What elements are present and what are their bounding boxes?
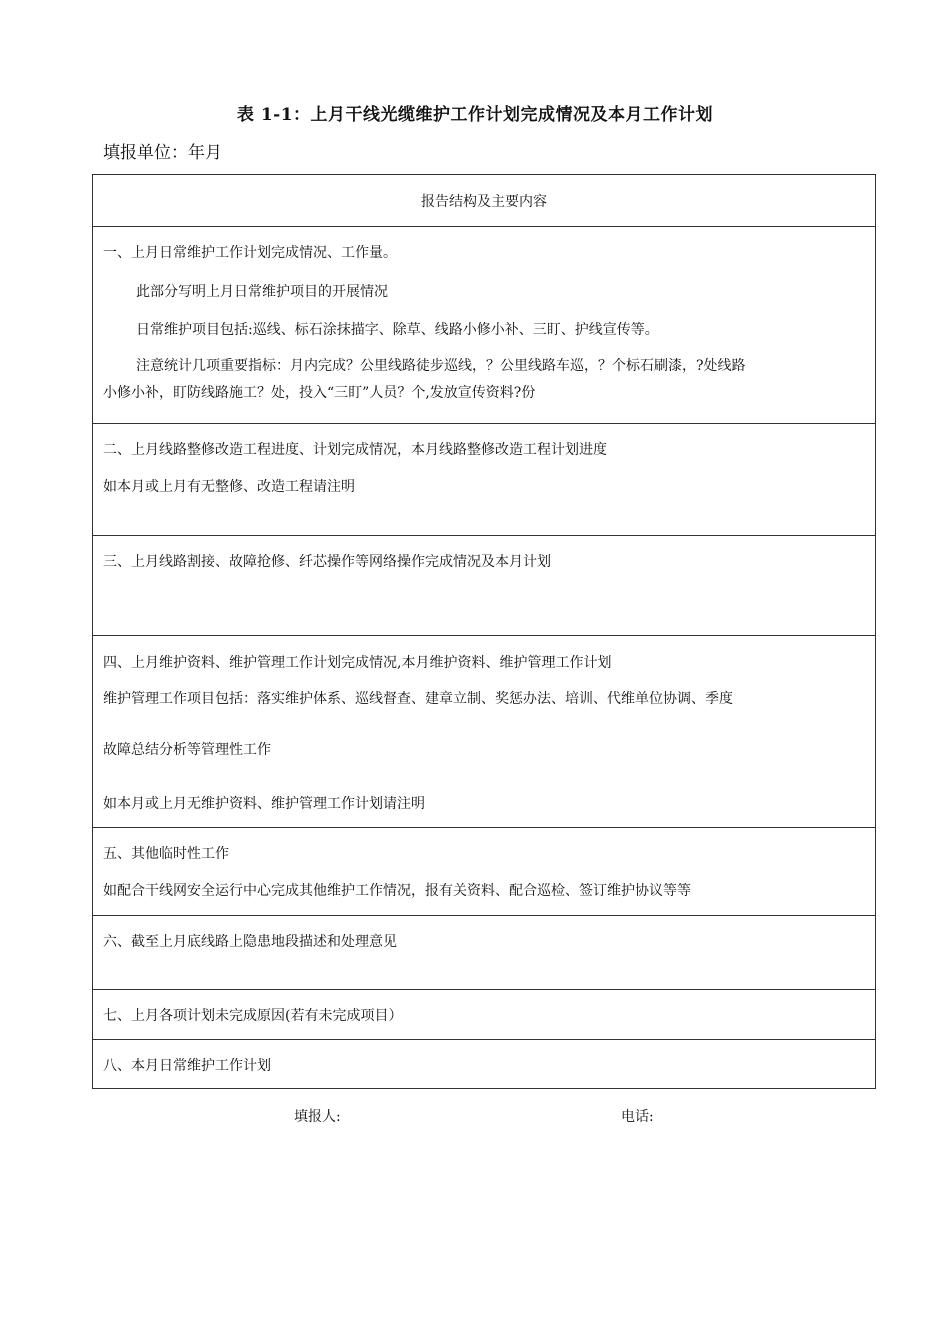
section-8	[93, 1039, 875, 1088]
section-1	[93, 226, 875, 423]
section-5	[93, 827, 875, 915]
section-4-line-2: 故障总结分析等管理性工作	[103, 742, 271, 758]
section-2-heading: 二、上月线路整修改造工程进度、计划完成情况，本月线路整修改造工程计划进度	[103, 442, 607, 458]
section-4-heading: 四、上月维护资料、维护管理工作计划完成情况,本月维护资料、维护管理工作计划	[103, 655, 612, 671]
reporter-label: 填报人:	[294, 1109, 341, 1125]
section-1-heading: 一、上月日常维护工作计划完成情况、工作量。	[103, 245, 397, 261]
section-5-line-1: 如配合干线网安全运行中心完成其他维护工作情况，报有关资料、配合巡检、签订维护协议等等	[103, 883, 691, 899]
table-header	[93, 175, 875, 226]
section-6-heading: 六、截至上月底线路上隐患地段描述和处理意见	[103, 934, 397, 950]
section-4	[93, 635, 875, 827]
section-3-heading: 三、上月线路割接、故障抢修、纤芯操作等网络操作完成情况及本月计划	[103, 554, 551, 570]
section-1-line-2: 日常维护项目包括:巡线、标石涂抹描字、除草、线路小修小补、三盯、护线宣传等。	[136, 322, 659, 338]
section-6	[93, 915, 875, 989]
section-5-heading: 五、其他临时性工作	[103, 846, 229, 862]
section-4-line-3: 如本月或上月无维护资料、维护管理工作计划请注明	[103, 796, 425, 812]
report-table	[92, 174, 876, 1089]
table-header-label: 报告结构及主要内容	[421, 193, 547, 210]
section-4-line-1: 维护管理工作项目包括：落实维护体系、巡线督查、建章立制、奖惩办法、培训、代维单位协调、季度	[103, 691, 733, 707]
section-3	[93, 535, 875, 635]
phone-label: 电话:	[621, 1109, 654, 1125]
page-title: 表 1-1：上月干线光缆维护工作计划完成情况及本月工作计划	[236, 105, 714, 125]
section-2-line-1: 如本月或上月有无整修、改造工程请注明	[103, 479, 355, 495]
section-7-heading: 七、上月各项计划未完成原因(若有未完成项目）	[103, 1008, 403, 1024]
section-1-line-3: 注意统计几项重要指标：月内完成？公里线路徒步巡线，？公里线路车巡，？个标石刷漆，?处线路	[136, 358, 746, 374]
section-1-line-4: 小修小补，盯防线路施工？处，投入“三盯”人员？个,发放宣传资料?份	[103, 385, 536, 401]
section-1-line-1: 此部分写明上月日常维护项目的开展情况	[136, 284, 388, 300]
section-7	[93, 989, 875, 1039]
section-8-heading: 八、本月日常维护工作计划	[103, 1058, 271, 1074]
section-2	[93, 423, 875, 535]
reporting-unit-label: 填报单位：年月	[103, 143, 222, 163]
